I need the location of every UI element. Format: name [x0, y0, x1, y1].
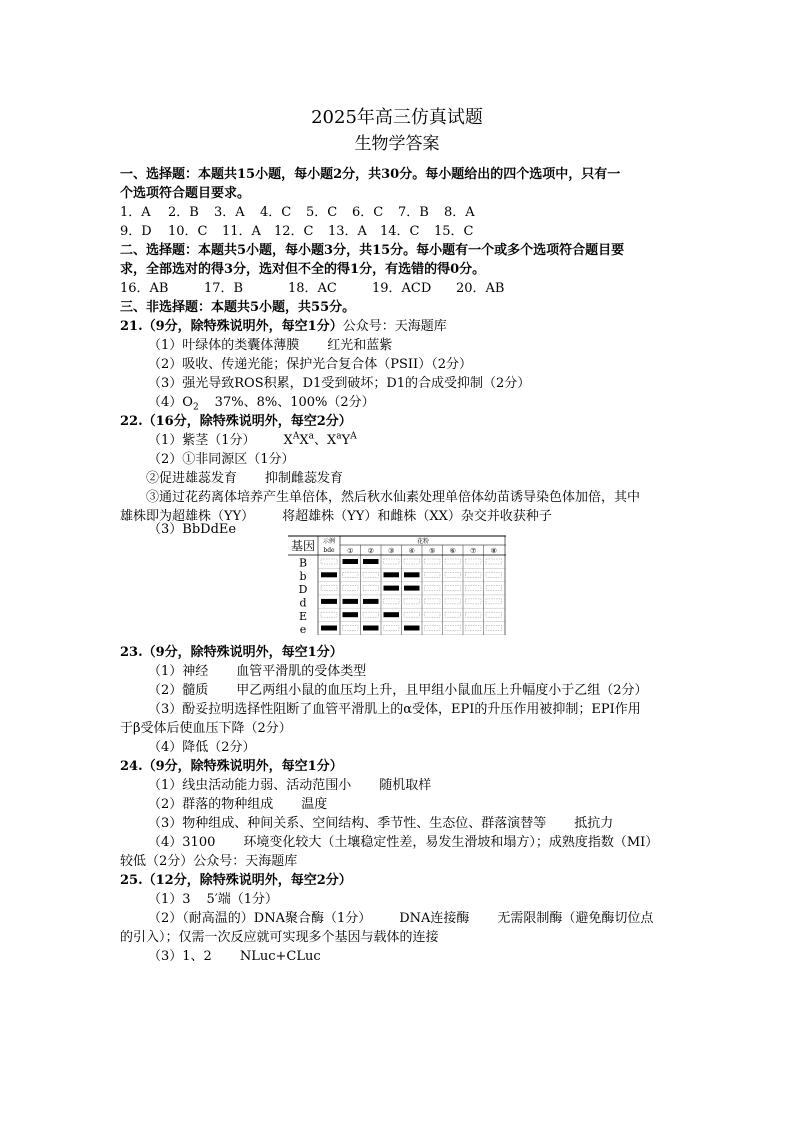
q22-answer-3a: ②促进雄蕊发育 — [146, 471, 238, 486]
gene-mark-empty — [425, 612, 441, 617]
answer-item: 19．ACD — [372, 281, 432, 296]
gene-mark-empty — [466, 626, 482, 631]
gene-row-label: e — [299, 623, 307, 635]
pollen-column-label: ⑦ — [470, 547, 477, 555]
gene-row-label: E — [298, 609, 308, 623]
gene-mark-filled — [404, 572, 420, 577]
q22-answer-3b: 抑制雌蕊发育 — [265, 471, 344, 486]
section1-heading-b: 个选项符合题目要求。 — [120, 186, 251, 201]
answer-item: 2．B — [168, 205, 199, 220]
section2-heading-a: 二、选择题：本题共5小题，每小题3分，共15分。每小题有一个或多个选项符合题目要 — [120, 243, 625, 258]
gene-mark-filled — [363, 559, 379, 564]
gene-mark-filled — [321, 626, 337, 631]
gene-mark-filled — [363, 626, 379, 631]
q22-answer-5b: 将超雄株（YY）和雌株（XX）杂交并收获种子 — [282, 509, 552, 524]
answer-item: 16．AB — [120, 281, 169, 296]
gene-mark-empty — [384, 626, 400, 631]
gene-mark-empty — [445, 586, 461, 591]
q22-answer-5a: 雄株即为超雄株（YY） — [120, 509, 255, 524]
sample-column-subheader: bde — [323, 547, 335, 554]
pollen-column-label: ⑤ — [429, 547, 436, 555]
section2-answers — [120, 280, 504, 297]
answer-item: 20．AB — [456, 281, 505, 296]
gene-mark-empty — [384, 599, 400, 604]
page-subtitle: 生物学答案 — [354, 134, 440, 154]
gene-mark-empty — [363, 612, 379, 617]
gene-mark-empty — [363, 586, 379, 591]
gene-mark-empty — [445, 559, 461, 564]
q23-answer-2a: （2）髓质 — [148, 683, 209, 698]
genotype-letter: X — [283, 433, 293, 448]
q22-line4: ③通过花药离体培养产生单倍体，然后秋水仙素处理单倍体幼苗诱导染色体加倍，其中 — [146, 490, 641, 505]
gene-mark-empty — [486, 559, 502, 564]
q23-line3: （3）酚妥拉明选择性阻断了血管平滑肌上的α受体，EPI的升压作用被抑制；EPI作用 — [148, 702, 641, 717]
pollen-column-label: ② — [367, 547, 374, 555]
answer-item: 8．A — [444, 205, 475, 220]
answer-item: 12．C — [274, 224, 314, 239]
q22-heading: 22.（16分，除特殊说明外，每空2分） — [120, 414, 352, 429]
q24-answer-3a: （3）物种组成、种间关系、空间结构、季节性、生态位、群落演替等 — [148, 816, 547, 831]
gene-mark-filled — [343, 612, 359, 617]
answer-item: 17．B — [204, 281, 244, 296]
q21-line1 — [148, 337, 392, 354]
q22-answer-1a: （1）紫茎（1分） — [148, 433, 256, 448]
q23-heading: 23.（9分，除特殊说明外，每空1分） — [120, 645, 343, 660]
gene-mark-filled — [321, 599, 337, 604]
q23-answer-2b: 甲乙两组小鼠的血压均上升，且甲组小鼠血压上升幅度小于乙组（2分） — [236, 683, 648, 698]
gene-mark-empty — [425, 599, 441, 604]
q25-line2 — [148, 910, 653, 927]
q21-answer-4a: （4）O — [148, 395, 193, 410]
pollen-column-label: ⑥ — [449, 547, 456, 555]
gene-mark-empty — [404, 559, 420, 564]
gene-mark-filled — [384, 586, 400, 591]
gene-mark-empty — [486, 599, 502, 604]
pollen-column-label: ⑧ — [490, 547, 497, 555]
gene-mark-empty — [445, 626, 461, 631]
page-title: 2025年高三仿真试题 — [311, 107, 483, 128]
gene-mark-empty — [486, 586, 502, 591]
q23-line1 — [148, 663, 366, 680]
q24-answer-1a: （1）线虫活动能力弱、活动范围小 — [148, 778, 352, 793]
gene-table — [288, 535, 506, 635]
q21-subscript: 2 — [192, 402, 199, 413]
gene-mark-filled — [384, 572, 400, 577]
q21-line3: （3）强光导致ROS积累，D1受到破坏；D1的合成受抑制（2分） — [148, 376, 531, 391]
q21-line2: （2）吸收、传递光能；保护光合复合体（PSII）（2分） — [148, 357, 472, 372]
answer-item: 3．A — [214, 205, 245, 220]
q25-answer-2b: DNA连接酶 — [399, 911, 470, 926]
q24-line4 — [148, 834, 658, 851]
gene-mark-empty — [486, 572, 502, 577]
q25-answer-1a: （1）3 — [148, 892, 191, 907]
gene-mark-filled — [363, 599, 379, 604]
gene-mark-empty — [404, 599, 420, 604]
gene-mark-empty — [466, 586, 482, 591]
gene-mark-empty — [343, 586, 359, 591]
answer-item: 4．C — [260, 205, 292, 220]
answer-item: 14．C — [380, 224, 420, 239]
gene-mark-empty — [363, 572, 379, 577]
genotype-letter: X — [299, 433, 309, 448]
q24-line1 — [148, 777, 431, 794]
section2-heading-b: 求，全部选对的得3分，选对但不全的得1分，有选错的得0分。 — [120, 262, 486, 277]
q23-line4: 于β受体后使血压下降（2分） — [120, 721, 292, 736]
q24-answer-4a: （4）3100 — [148, 835, 216, 850]
q25-answer-2a: （2）（耐高温的）DNA聚合酶（1分） — [148, 911, 372, 926]
gene-mark-empty — [486, 626, 502, 631]
gene-mark-filled — [384, 612, 400, 617]
q21-answer-1a: （1）叶绿体的类囊体薄膜 — [148, 338, 300, 353]
gene-table-svg — [288, 535, 506, 635]
q25-line3: 的引入）；仅需一次反应就可实现多个基因与载体的连接 — [120, 930, 439, 945]
answer-item: 15．C — [434, 224, 474, 239]
q21-answer-1b: 红光和蓝紫 — [327, 338, 393, 353]
q21-note: 公众号：天海题库 — [342, 319, 447, 334]
gene-mark-filled — [321, 572, 337, 577]
gene-row-label: b — [299, 569, 307, 583]
gene-mark-empty — [445, 612, 461, 617]
gene-row-label: B — [298, 556, 308, 570]
gene-row-label: d — [299, 596, 307, 610]
gene-mark-empty — [321, 559, 337, 564]
gene-mark-empty — [466, 612, 482, 617]
gene-mark-empty — [425, 572, 441, 577]
gene-mark-filled — [404, 626, 420, 631]
answer-item: 10．C — [168, 224, 208, 239]
genotype-sup: A — [350, 431, 357, 442]
pollen-column-label: ③ — [388, 547, 395, 555]
gene-mark-empty — [343, 626, 359, 631]
genotype-letter: 、X — [313, 433, 337, 448]
q22-line3 — [146, 470, 343, 487]
q21-heading: 21.（9分，除特殊说明外，每空1分） — [120, 319, 343, 334]
q24-answer-2a: （2）群落的物种组成 — [148, 797, 274, 812]
gene-mark-filled — [343, 559, 359, 564]
answer-item: 6．C — [352, 205, 384, 220]
q21-heading-line — [120, 318, 447, 335]
q23-line5: （4）降低（2分） — [148, 740, 256, 755]
q24-line5: 较低（2分）公众号：天海题库 — [120, 854, 298, 869]
q24-line3 — [148, 815, 613, 832]
gene-mark-empty — [425, 586, 441, 591]
answer-item: 1．A — [120, 205, 151, 220]
q24-answer-4b: 环境变化较大（土壤稳定性差，易发生滑坡和塌方）；成熟度指数（MI） — [243, 835, 659, 850]
gene-mark-empty — [343, 572, 359, 577]
gene-row-label: D — [298, 583, 308, 597]
q21-answer-4b: 37%、8%、100%（2分） — [214, 395, 375, 410]
q25-line1 — [148, 891, 278, 908]
q25-answer-4b: NLuc+CLuc — [239, 949, 321, 964]
answer-item: 13．A — [328, 224, 367, 239]
q24-answer-3b: 抵抗力 — [574, 816, 614, 831]
genotype-sup: a — [336, 431, 342, 442]
q25-answer-4a: （3）1、2 — [148, 949, 212, 964]
q25-answer-2c: 无需限制酶（避免酶切位点 — [497, 911, 654, 926]
pollen-column-label: ① — [347, 547, 354, 555]
gene-mark-empty — [466, 559, 482, 564]
q23-answer-1b: 血管平滑肌的受体类型 — [236, 664, 367, 679]
gene-mark-empty — [321, 586, 337, 591]
q22-line6: （3）BbDdEe — [148, 522, 237, 537]
q25-answer-1b: 5′端（1分） — [206, 892, 279, 907]
q24-line2 — [148, 796, 327, 813]
q21-line4 — [148, 394, 375, 411]
answer-item: 5．C — [306, 205, 338, 220]
q23-answer-1a: （1）神经 — [148, 664, 209, 679]
answer-item: 11．A — [222, 224, 261, 239]
q25-line4 — [148, 948, 321, 965]
answer-item: 7．B — [398, 205, 429, 220]
section3-heading: 三、非选择题：本题共5小题，共55分。 — [120, 300, 356, 315]
gene-mark-empty — [384, 559, 400, 564]
genotype-sup: A — [292, 431, 300, 442]
gene-mark-empty — [445, 599, 461, 604]
q24-answer-1b: 随机取样 — [379, 778, 432, 793]
gene-mark-empty — [425, 559, 441, 564]
gene-mark-empty — [466, 572, 482, 577]
gene-mark-empty — [445, 572, 461, 577]
genotype-letter: Y — [341, 433, 351, 448]
q22-line1 — [148, 432, 357, 449]
genotype-sup: a — [308, 431, 314, 442]
q24-answer-2b: 温度 — [301, 797, 328, 812]
sample-column-header: 示例 — [322, 538, 336, 545]
gene-mark-empty — [466, 599, 482, 604]
gene-mark-empty — [425, 626, 441, 631]
pollen-column-header: 花粉 — [416, 538, 430, 545]
answer-item: 9．D — [120, 224, 152, 239]
q23-line2 — [148, 682, 648, 699]
gene-column-header: 基因 — [290, 539, 316, 553]
pollen-column-label: ④ — [408, 547, 415, 555]
q25-heading: 25.（12分，除特殊说明外，每空2分） — [120, 873, 352, 888]
q22-line2: （2）①非同源区（1分） — [148, 452, 295, 467]
gene-mark-empty — [321, 612, 337, 617]
section1-answers-row1 — [120, 204, 475, 221]
answer-item: 18．AC — [288, 281, 337, 296]
gene-mark-empty — [486, 612, 502, 617]
section1-heading-a: 一、选择题：本题共15小题，每小题2分，共30分。每小题给出的四个选项中，只有一 — [120, 167, 621, 182]
gene-mark-filled — [343, 599, 359, 604]
section1-answers-row2 — [120, 223, 474, 240]
gene-mark-filled — [404, 586, 420, 591]
gene-mark-empty — [404, 612, 420, 617]
q24-heading: 24.（9分，除特殊说明外，每空1分） — [120, 759, 343, 774]
